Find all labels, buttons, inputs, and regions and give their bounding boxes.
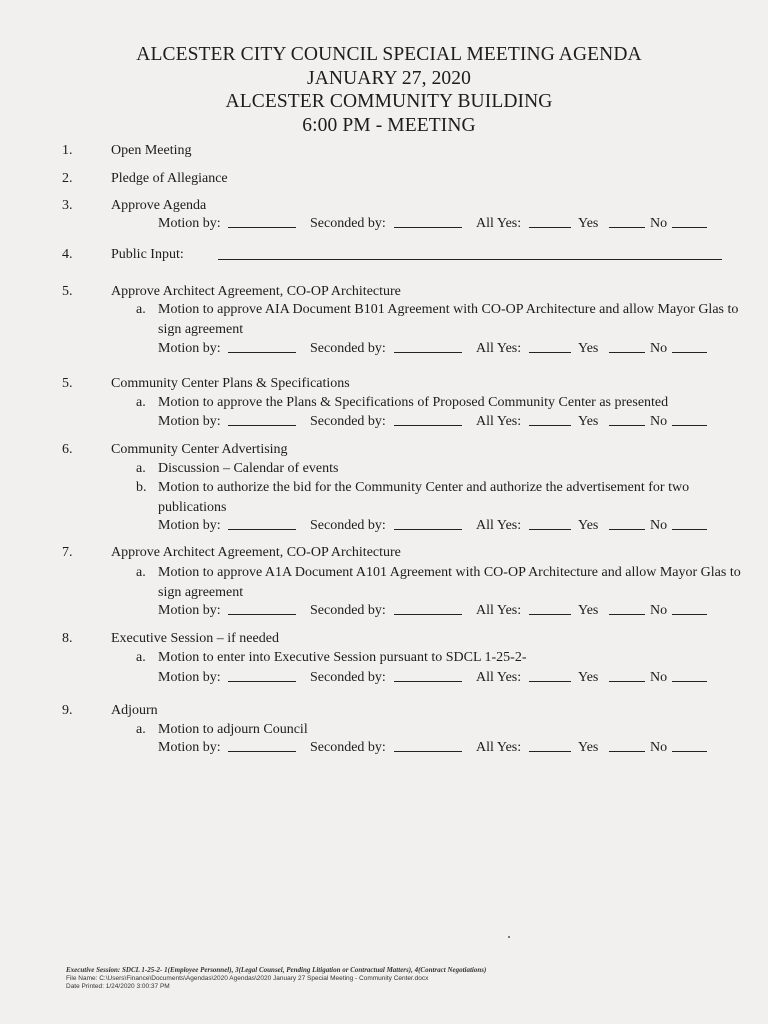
motion-by-label: Motion by: <box>158 670 221 685</box>
executive-session-note: Executive Session: SDCL 1-25-2- 1(Employee Personnel), 3(Legal Counsel, Pending Litigation or Contractual Matters), 4(Contract Negotiations) <box>66 966 487 974</box>
all-yes-label: All Yes: <box>476 603 522 618</box>
item-number: 5. <box>62 376 73 391</box>
motion-by-blank <box>228 740 296 752</box>
yes-blank <box>609 740 645 752</box>
sub-item-text: Motion to adjourn Council <box>158 722 308 737</box>
seconded-by-label: Seconded by: <box>310 216 386 231</box>
motion-by-label: Motion by: <box>158 414 221 429</box>
seconded-by-blank <box>394 414 462 426</box>
seconded-by-blank <box>394 341 462 353</box>
file-name: File Name: C:\Users\Finance\Documents\Agendas\2020 Agendas\2020 January 27 Special Meeting - Community Center.docx <box>66 974 429 982</box>
motion-by-blank <box>228 216 296 228</box>
sub-item-letter: a. <box>136 722 146 737</box>
sub-item-text: Motion to approve A1A Document A101 Agreement with CO-OP Architecture and allow Mayor Glas to sign agreement <box>158 565 741 600</box>
item-number: 9. <box>62 703 73 718</box>
motion-by-blank <box>228 341 296 353</box>
seconded-by-label: Seconded by: <box>310 603 386 618</box>
motion-row <box>158 603 718 621</box>
sub-item-letter: a. <box>136 302 146 317</box>
all-yes-blank <box>529 414 571 426</box>
all-yes-label: All Yes: <box>476 670 522 685</box>
yes-label: Yes <box>578 216 599 231</box>
yes-blank <box>609 670 645 682</box>
seconded-by-label: Seconded by: <box>310 740 386 755</box>
item-title: Approve Architect Agreement, CO-OP Architecture <box>111 284 401 299</box>
item-title: Pledge of Allegiance <box>111 171 228 186</box>
all-yes-label: All Yes: <box>476 341 522 356</box>
motion-by-label: Motion by: <box>158 216 221 231</box>
all-yes-label: All Yes: <box>476 414 522 429</box>
public-input-line <box>218 259 722 260</box>
sub-item-text: Motion to approve AIA Document B101 Agreement with CO-OP Architecture and allow Mayor Glas to sign agreement <box>158 302 739 337</box>
document-footer <box>66 966 486 992</box>
yes-label: Yes <box>578 414 599 429</box>
sub-item-text: Motion to authorize the bid for the Community Center and authorize the advertisement for two publications <box>158 480 690 515</box>
no-label: No <box>650 216 668 231</box>
sub-item-letter: b. <box>136 480 147 495</box>
motion-row <box>158 341 718 359</box>
sub-item-letter: a. <box>136 565 146 580</box>
item-number: 8. <box>62 631 73 646</box>
no-label: No <box>650 341 668 356</box>
motion-by-blank <box>228 670 296 682</box>
item-title: Open Meeting <box>111 143 192 158</box>
seconded-by-blank <box>394 740 462 752</box>
sub-item-letter: a. <box>136 650 146 665</box>
no-blank <box>672 518 707 530</box>
item-number: 7. <box>62 545 73 560</box>
motion-row <box>158 216 718 234</box>
no-blank <box>672 414 707 426</box>
scan-speck <box>508 936 510 938</box>
all-yes-blank <box>529 603 571 615</box>
motion-row <box>158 414 718 432</box>
motion-by-label: Motion by: <box>158 341 221 356</box>
all-yes-label: All Yes: <box>476 518 522 533</box>
yes-blank <box>609 518 645 530</box>
yes-label: Yes <box>578 603 599 618</box>
yes-label: Yes <box>578 518 599 533</box>
item-number: 4. <box>62 247 73 262</box>
item-number: 1. <box>62 143 73 158</box>
no-label: No <box>650 670 668 685</box>
all-yes-blank <box>529 740 571 752</box>
motion-by-blank <box>228 414 296 426</box>
sub-item-text: Motion to approve the Plans & Specifications of Proposed Community Center as presented <box>158 395 669 410</box>
no-label: No <box>650 740 668 755</box>
seconded-by-label: Seconded by: <box>310 414 386 429</box>
meeting-location: ALCESTER COMMUNITY BUILDING <box>225 91 553 112</box>
date-printed: Date Printed: 1/24/2020 3:00:37 PM <box>66 983 170 990</box>
all-yes-blank <box>529 341 571 353</box>
meeting-time: 6:00 PM - MEETING <box>302 114 476 136</box>
meeting-date: JANUARY 27, 2020 <box>307 67 471 89</box>
item-number: 5. <box>62 284 73 299</box>
item-title: Executive Session – if needed <box>111 631 279 646</box>
item-number: 2. <box>62 171 73 186</box>
yes-label: Yes <box>578 341 599 356</box>
seconded-by-blank <box>394 603 462 615</box>
seconded-by-label: Seconded by: <box>310 518 386 533</box>
item-title: Community Center Plans & Specifications <box>111 376 350 391</box>
sub-item-letter: a. <box>136 395 146 410</box>
all-yes-blank <box>529 216 571 228</box>
item-title: Approve Agenda <box>111 198 207 213</box>
motion-row <box>158 518 718 536</box>
item-title: Public Input: <box>111 247 184 262</box>
motion-by-blank <box>228 518 296 530</box>
no-label: No <box>650 518 668 533</box>
no-blank <box>672 740 707 752</box>
no-label: No <box>650 603 668 618</box>
no-blank <box>672 216 707 228</box>
seconded-by-blank <box>394 216 462 228</box>
sub-item-text: Discussion – Calendar of events <box>158 461 339 476</box>
no-blank <box>672 603 707 615</box>
no-label: No <box>650 414 668 429</box>
motion-by-blank <box>228 603 296 615</box>
yes-blank <box>609 216 645 228</box>
no-blank <box>672 341 707 353</box>
seconded-by-label: Seconded by: <box>310 341 386 356</box>
yes-label: Yes <box>578 740 599 755</box>
no-blank <box>672 670 707 682</box>
yes-blank <box>609 341 645 353</box>
all-yes-blank <box>529 670 571 682</box>
motion-row <box>158 670 718 688</box>
motion-by-label: Motion by: <box>158 740 221 755</box>
motion-by-label: Motion by: <box>158 518 221 533</box>
seconded-by-blank <box>394 518 462 530</box>
all-yes-blank <box>529 518 571 530</box>
item-number: 6. <box>62 442 73 457</box>
council-title: ALCESTER CITY COUNCIL SPECIAL MEETING AGENDA <box>136 44 642 65</box>
item-title: Community Center Advertising <box>111 442 288 457</box>
yes-label: Yes <box>578 670 599 685</box>
item-title: Approve Architect Agreement, CO-OP Architecture <box>111 545 401 560</box>
all-yes-label: All Yes: <box>476 740 522 755</box>
motion-row <box>158 740 718 758</box>
motion-by-label: Motion by: <box>158 603 221 618</box>
yes-blank <box>609 603 645 615</box>
yes-blank <box>609 414 645 426</box>
item-number: 3. <box>62 198 73 213</box>
seconded-by-label: Seconded by: <box>310 670 386 685</box>
seconded-by-blank <box>394 670 462 682</box>
sub-item-text: Motion to enter into Executive Session pursuant to SDCL 1-25-2- <box>158 650 527 665</box>
item-title: Adjourn <box>111 703 158 718</box>
sub-item-letter: a. <box>136 461 146 476</box>
all-yes-label: All Yes: <box>476 216 522 231</box>
